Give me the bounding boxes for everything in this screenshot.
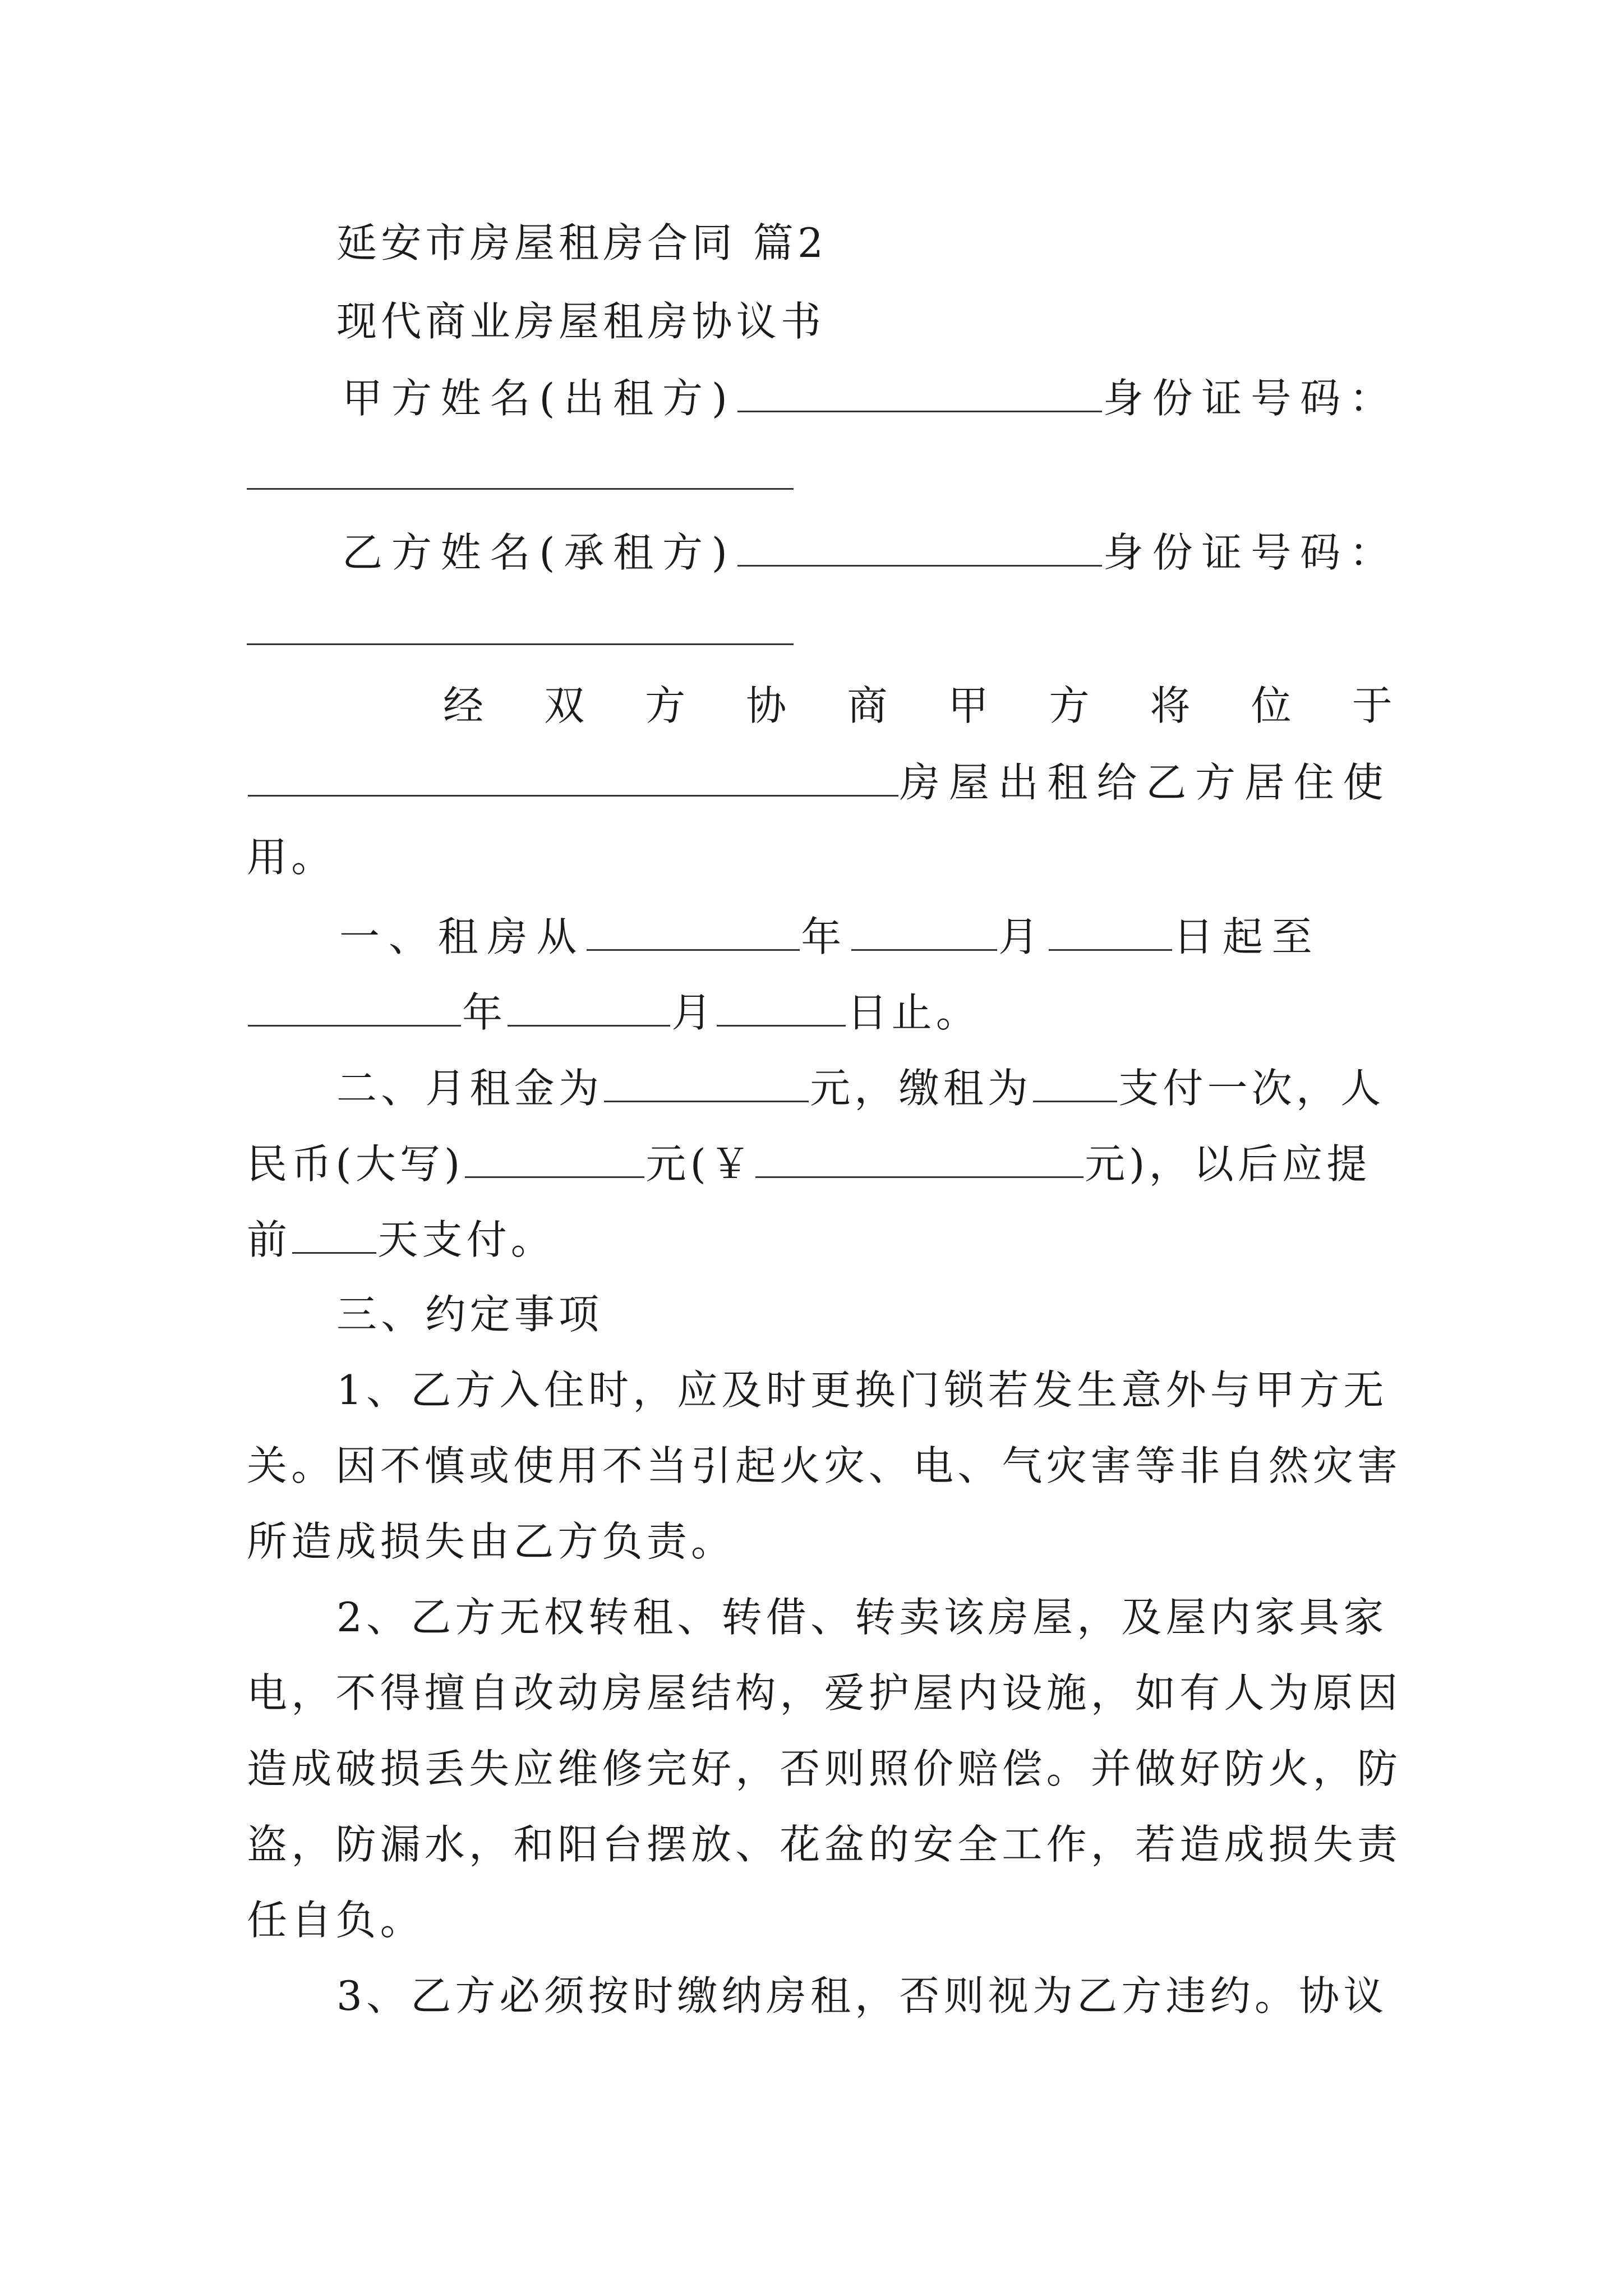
yuan-symbol-label: 元(￥	[645, 1140, 755, 1188]
item-1-line: 关。因不慎或使用不当引起火灾、电、气灾害等非自然灾害	[247, 1442, 1402, 1489]
intro-char: 方	[645, 682, 690, 729]
advance-days-blank[interactable]	[292, 1212, 376, 1254]
yuan-label: 元，缴租为	[810, 1065, 1032, 1112]
rmb-amount-blank[interactable]	[755, 1136, 1083, 1178]
day-end-label: 日止。	[847, 989, 981, 1036]
item-1-line: 所造成损失由乙方负责。	[247, 1518, 736, 1565]
advance-tail: 天支付。	[377, 1216, 556, 1263]
intro-char: 经	[443, 682, 488, 729]
pay-once-label: 支付一次，人	[1118, 1065, 1385, 1112]
party-b-line	[342, 524, 1399, 579]
end-month-blank[interactable]	[508, 984, 670, 1027]
rmb-capital-label: 民币(大写)	[247, 1140, 464, 1188]
intro-char: 于	[1352, 682, 1396, 729]
clause-2-line-1	[336, 1060, 1385, 1115]
clause-1-line-2	[247, 984, 980, 1039]
advance-label: 前	[247, 1216, 292, 1263]
intro-char: 方	[1049, 682, 1094, 729]
year-label: 年	[801, 913, 851, 960]
year-label: 年	[462, 989, 507, 1036]
day-start-label: 日起至	[1173, 913, 1321, 960]
item-2-line: 盗，防漏水，和阳台摆放、花盆的安全工作，若造成损失责	[247, 1821, 1402, 1868]
party-a-label: 甲方姓名(出租方)	[342, 375, 736, 422]
party-a-name-blank[interactable]	[737, 370, 1102, 412]
intro-line-1	[443, 679, 1396, 733]
intro-char: 双	[544, 682, 589, 729]
clause-2-line-2-tail: 元)，以后应提	[1085, 1140, 1371, 1188]
party-b-label: 乙方姓名(承租方)	[342, 529, 736, 576]
property-address-blank[interactable]	[248, 754, 898, 797]
month-label: 月	[671, 989, 716, 1036]
intro-char: 将	[1150, 682, 1195, 729]
item-3-line: 3、乙方必须按时缴纳房租，否则视为乙方违约。协议	[336, 1972, 1388, 2019]
party-b-name-blank[interactable]	[737, 524, 1102, 567]
month-label: 月	[998, 913, 1048, 960]
intro-char: 位	[1251, 682, 1295, 729]
monthly-rent-blank[interactable]	[604, 1060, 809, 1102]
start-year-blank[interactable]	[587, 909, 800, 951]
item-1-line: 1、乙方入住时，应及时更换门锁若发生意外与甲方无	[336, 1366, 1388, 1414]
payment-period-blank[interactable]	[1033, 1060, 1117, 1102]
item-2-line: 任自负。	[247, 1897, 425, 1944]
party-a-id-label: 身份证号码：	[1103, 375, 1399, 422]
clause-3-heading: 三、约定事项	[336, 1291, 603, 1338]
party-b-id-blank[interactable]	[247, 643, 794, 645]
start-month-blank[interactable]	[851, 909, 997, 951]
clause-2-prefix: 二、月租金为	[336, 1065, 603, 1112]
document-title: 延安市房屋租房合同 篇2	[336, 219, 828, 266]
intro-line-3: 用。	[247, 834, 336, 881]
end-year-blank[interactable]	[248, 984, 461, 1027]
party-b-id-label: 身份证号码：	[1103, 529, 1399, 576]
clause-1-line-1	[339, 909, 1321, 964]
intro-line-2-tail: 房屋出租给乙方居住使	[900, 759, 1393, 806]
item-2-line: 2、乙方无权转租、转借、转卖该房屋，及屋内家具家	[336, 1594, 1388, 1641]
party-a-line	[342, 370, 1399, 425]
clause-2-line-3	[247, 1212, 555, 1267]
clause-1-prefix: 一、租房从	[339, 913, 586, 960]
intro-char: 甲	[948, 682, 993, 729]
start-day-blank[interactable]	[1049, 909, 1172, 951]
party-a-id-blank[interactable]	[247, 488, 794, 490]
intro-line-2	[247, 754, 1392, 809]
rmb-capital-blank[interactable]	[465, 1136, 644, 1178]
item-2-line: 电，不得擅自改动房屋结构，爱护屋内设施，如有人为原因	[247, 1669, 1402, 1717]
intro-char: 商	[847, 682, 892, 729]
end-day-blank[interactable]	[717, 984, 846, 1027]
document-subtitle: 现代商业房屋租房协议书	[336, 298, 826, 345]
intro-char: 协	[746, 682, 791, 729]
clause-2-line-2	[247, 1136, 1371, 1191]
item-2-line: 造成破损丢失应维修完好，否则照价赔偿。并做好防火，防	[247, 1745, 1402, 1792]
